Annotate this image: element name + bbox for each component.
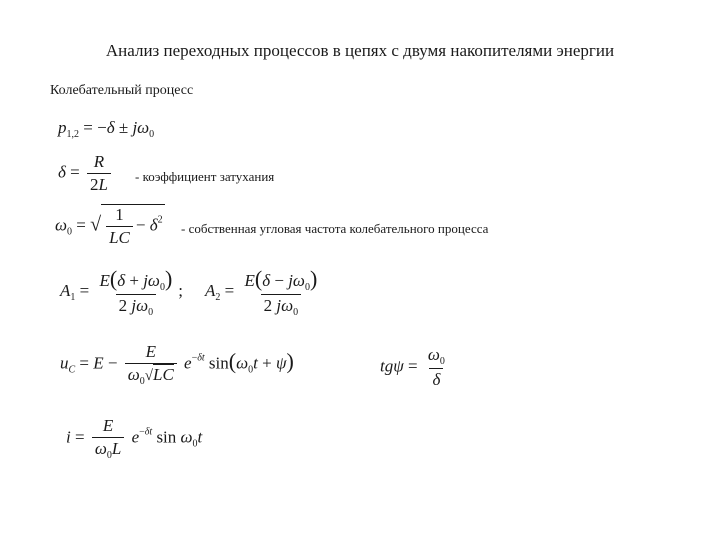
formula-p12: $p_{1,2} = -\delta \pm j\omega_0$	[58, 118, 155, 140]
formula-uC: $u_C = E$ − $\frac{E}{\omega_0√LC}$ $e^{-\delta t}$ $\sin(\omega_0t + \psi)$	[60, 342, 294, 387]
formula-A2: $A_2$ = $\frac{E(\delta - j\omega_0)}{2 j\omega_0}$	[205, 266, 318, 318]
section-subtitle: Колебательный процесс	[50, 83, 194, 98]
formula-tgpsi: tgψ = $\frac{\omega_0}{\delta}$	[380, 345, 445, 389]
natural-frequency-note: - собственная угловая частота колебательного процесса	[181, 221, 489, 236]
damping-note: - коэффициент затухания	[135, 169, 275, 184]
formula-omega0: $\omega_0$ = √ $\frac{1}{LC}$ − $\delta^2$	[55, 205, 163, 247]
page-title: Анализ переходных процессов в цепях с двумя накопителями энергии	[105, 41, 615, 60]
formula-delta: δ = $\frac{R}{2L}$	[58, 152, 114, 195]
formula-i: i = $\frac{E}{\omega_0L}$ $e^{-\delta t}$ $\sin \omega_0t$	[66, 416, 203, 461]
formula-A1: $A_1$ = $\frac{E(\delta + j\omega_0)}{2 j\omega_0}$ ;	[60, 266, 183, 318]
